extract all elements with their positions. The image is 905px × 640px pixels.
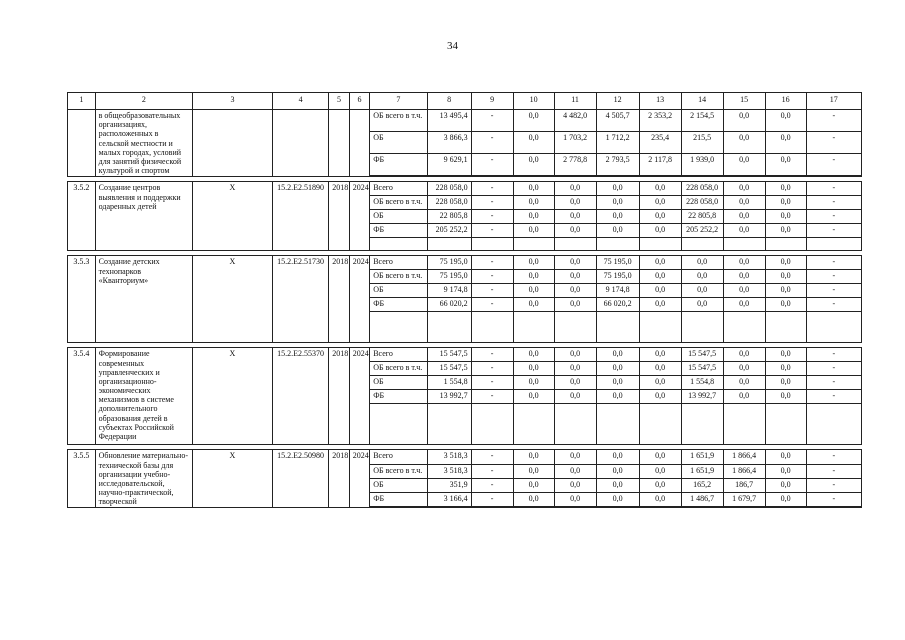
amount-cell: - <box>806 362 861 376</box>
amount-cell: 15 547,5 <box>681 348 723 362</box>
amount-cell: 0,0 <box>765 390 806 404</box>
column-header: 17 <box>806 93 861 110</box>
column-header: 1 <box>68 93 96 110</box>
budget-code: 15.2.Е2.50980 <box>272 450 328 508</box>
amount-cell: 0,0 <box>639 464 681 478</box>
end-year: 2024 <box>349 450 369 508</box>
amount-cell: 0,0 <box>723 182 765 196</box>
amount-cell: - <box>471 362 513 376</box>
amount-cell: 235,4 <box>639 131 681 153</box>
amount-cell: 0,0 <box>765 196 806 210</box>
amount-cell: - <box>806 153 861 175</box>
amount-cell: 9 174,8 <box>427 284 471 298</box>
amount-cell: 3 866,3 <box>427 131 471 153</box>
amount-cell: 0,0 <box>723 224 765 238</box>
amount-cell: 9 629,1 <box>427 153 471 175</box>
amount-cell: 0,0 <box>765 450 806 464</box>
amount-cell: 15 547,5 <box>427 362 471 376</box>
funding-source: Всего <box>370 450 427 464</box>
column-header: 10 <box>513 93 554 110</box>
amount-cell: - <box>471 153 513 175</box>
amount-cell: 0,0 <box>513 131 554 153</box>
amount-cell: 0,0 <box>639 284 681 298</box>
page-number: 34 <box>447 40 458 52</box>
amount-cell: 351,9 <box>427 478 471 492</box>
item-code: 3.5.5 <box>68 450 96 508</box>
amount-cell: 15 547,5 <box>681 362 723 376</box>
amount-cell: 0,0 <box>765 153 806 175</box>
amount-cell: - <box>471 464 513 478</box>
amount-cell: 0,0 <box>596 196 639 210</box>
amount-cell: 205 252,2 <box>427 224 471 238</box>
start-year: 2018 <box>329 348 349 445</box>
funding-source: ОБ <box>370 376 427 390</box>
amount-cell: 0,0 <box>513 270 554 284</box>
item-marker: Х <box>192 348 272 445</box>
amount-cell: 0,0 <box>639 390 681 404</box>
amount-cell: 0,0 <box>513 210 554 224</box>
item-name: Создание центров выявления и поддержки одаренных детей <box>95 182 192 251</box>
amount-cell: 0,0 <box>596 450 639 464</box>
amount-cell: 0,0 <box>723 376 765 390</box>
amount-cell: 75 195,0 <box>596 270 639 284</box>
amount-cell: 0,0 <box>765 210 806 224</box>
amount-cell: 4 505,7 <box>596 110 639 132</box>
amount-cell: - <box>806 256 861 270</box>
table-row <box>68 450 862 464</box>
amount-cell: 0,0 <box>765 110 806 132</box>
amount-cell: 0,0 <box>723 348 765 362</box>
amount-cell: - <box>471 284 513 298</box>
funding-source: ОБ всего в т.ч. <box>370 270 427 284</box>
amount-cell: 22 805,8 <box>427 210 471 224</box>
budget-code: 15.2.Е2.51890 <box>272 182 328 251</box>
amount-cell: 0,0 <box>765 224 806 238</box>
funding-source: ФБ <box>370 298 427 312</box>
end-year: 2024 <box>349 256 369 343</box>
amount-cell: 0,0 <box>554 376 596 390</box>
end-year: 2024 <box>349 182 369 251</box>
item-code <box>68 110 96 177</box>
amount-cell: 75 195,0 <box>427 270 471 284</box>
amount-cell: 0,0 <box>513 390 554 404</box>
amount-cell: 0,0 <box>513 362 554 376</box>
amount-cell: 0,0 <box>765 270 806 284</box>
amount-cell: 2 778,8 <box>554 153 596 175</box>
amount-cell: 0,0 <box>639 270 681 284</box>
amount-cell: 1 679,7 <box>723 493 765 507</box>
amount-cell: 0,0 <box>554 464 596 478</box>
amount-cell: - <box>806 450 861 464</box>
amount-cell: - <box>471 376 513 390</box>
funding-source: ОБ всего в т.ч. <box>370 464 427 478</box>
amount-cell: 13 992,7 <box>681 390 723 404</box>
amount-cell: - <box>806 298 861 312</box>
amount-cell: 0,0 <box>554 182 596 196</box>
amount-cell: 0,0 <box>639 493 681 507</box>
amount-cell: 0,0 <box>513 182 554 196</box>
amount-cell: 186,7 <box>723 478 765 492</box>
amount-cell: 0,0 <box>554 256 596 270</box>
amount-cell: 0,0 <box>513 110 554 132</box>
amount-cell: 205 252,2 <box>681 224 723 238</box>
amount-cell: 0,0 <box>639 362 681 376</box>
amount-cell: 15 547,5 <box>427 348 471 362</box>
table-row <box>68 182 862 196</box>
end-year: 2024 <box>349 348 369 445</box>
amount-cell: 0,0 <box>765 493 806 507</box>
amount-cell: 215,5 <box>681 131 723 153</box>
amount-cell: 0,0 <box>513 284 554 298</box>
funding-source: Всего <box>370 348 427 362</box>
funding-source: Всего <box>370 256 427 270</box>
amount-cell: 3 166,4 <box>427 493 471 507</box>
amount-cell: - <box>471 348 513 362</box>
funding-source: ОБ <box>370 478 427 492</box>
budget-code: 15.2.Е2.55370 <box>272 348 328 445</box>
amount-cell: 228 058,0 <box>681 196 723 210</box>
amount-cell: 0,0 <box>513 298 554 312</box>
amount-cell: 1 651,9 <box>681 464 723 478</box>
funding-source: ОБ <box>370 210 427 224</box>
amount-cell: - <box>471 256 513 270</box>
amount-cell: 0,0 <box>513 348 554 362</box>
amount-cell: 165,2 <box>681 478 723 492</box>
amount-cell: 0,0 <box>596 210 639 224</box>
budget-table <box>67 92 862 508</box>
amount-cell: 2 117,8 <box>639 153 681 175</box>
amount-cell: 0,0 <box>765 284 806 298</box>
amount-cell: 1 651,9 <box>681 450 723 464</box>
amount-cell: - <box>471 270 513 284</box>
column-header: 16 <box>765 93 806 110</box>
funding-source: ОБ <box>370 131 427 153</box>
column-header: 13 <box>639 93 681 110</box>
funding-source: ОБ <box>370 284 427 298</box>
column-header: 12 <box>596 93 639 110</box>
item-name: Формирование современных управленческих и организационно-экономических механизмов в системе дополнительного образования детей в субъектах Российской Федерации <box>95 348 192 445</box>
amount-cell: - <box>471 182 513 196</box>
amount-cell: - <box>806 196 861 210</box>
amount-cell: - <box>806 284 861 298</box>
amount-cell: 0,0 <box>639 450 681 464</box>
amount-cell: 75 195,0 <box>427 256 471 270</box>
amount-cell: 0,0 <box>765 464 806 478</box>
item-marker: Х <box>192 182 272 251</box>
amount-cell: 4 482,0 <box>554 110 596 132</box>
item-name: Обновление материально-технической базы для организации учебно-исследовательской, научно-практической, творческой <box>95 450 192 508</box>
amount-cell: - <box>806 270 861 284</box>
amount-cell: 0,0 <box>723 270 765 284</box>
table-row <box>68 110 862 132</box>
amount-cell: 0,0 <box>596 376 639 390</box>
amount-cell: - <box>806 493 861 507</box>
amount-cell: 0,0 <box>554 224 596 238</box>
amount-cell: 228 058,0 <box>681 182 723 196</box>
amount-cell: 0,0 <box>765 298 806 312</box>
amount-cell: - <box>471 196 513 210</box>
amount-cell: 0,0 <box>554 196 596 210</box>
end-year <box>349 110 369 177</box>
amount-cell: 0,0 <box>639 348 681 362</box>
amount-cell: 0,0 <box>639 224 681 238</box>
table-row <box>68 348 862 362</box>
amount-cell: 3 518,3 <box>427 450 471 464</box>
funding-source: ФБ <box>370 493 427 507</box>
amount-cell: 1 554,8 <box>681 376 723 390</box>
amount-cell: 0,0 <box>639 196 681 210</box>
amount-cell: 0,0 <box>639 210 681 224</box>
amount-cell: - <box>471 450 513 464</box>
amount-cell: 0,0 <box>596 362 639 376</box>
amount-cell: 0,0 <box>554 284 596 298</box>
funding-source: ФБ <box>370 390 427 404</box>
start-year: 2018 <box>329 182 349 251</box>
amount-cell: 0,0 <box>723 131 765 153</box>
column-header: 8 <box>427 93 471 110</box>
amount-cell: 0,0 <box>513 464 554 478</box>
amount-cell: 0,0 <box>513 478 554 492</box>
funding-source: ОБ всего в т.ч. <box>370 110 427 132</box>
table-row <box>68 256 862 270</box>
item-name: Создание детских технопарков «Кванториум» <box>95 256 192 343</box>
amount-cell: 0,0 <box>596 390 639 404</box>
amount-cell: - <box>806 131 861 153</box>
amount-cell: 0,0 <box>596 464 639 478</box>
amount-cell: 0,0 <box>723 390 765 404</box>
amount-cell: 228 058,0 <box>427 196 471 210</box>
amount-cell: 0,0 <box>723 298 765 312</box>
item-marker: Х <box>192 450 272 508</box>
amount-cell: 0,0 <box>554 270 596 284</box>
start-year: 2018 <box>329 256 349 343</box>
amount-cell: 1 866,4 <box>723 450 765 464</box>
amount-cell: 0,0 <box>681 284 723 298</box>
amount-cell: - <box>806 464 861 478</box>
column-header: 3 <box>192 93 272 110</box>
amount-cell: 1 554,8 <box>427 376 471 390</box>
amount-cell: 66 020,2 <box>596 298 639 312</box>
amount-cell: - <box>471 210 513 224</box>
amount-cell: 0,0 <box>765 131 806 153</box>
start-year: 2018 <box>329 450 349 508</box>
amount-cell: 0,0 <box>723 196 765 210</box>
column-header: 7 <box>370 93 427 110</box>
amount-cell: 2 793,5 <box>596 153 639 175</box>
amount-cell: 22 805,8 <box>681 210 723 224</box>
amount-cell: 0,0 <box>513 196 554 210</box>
amount-cell: 0,0 <box>765 348 806 362</box>
amount-cell: 0,0 <box>723 362 765 376</box>
amount-cell: 0,0 <box>639 478 681 492</box>
amount-cell: - <box>806 224 861 238</box>
amount-cell: 0,0 <box>513 450 554 464</box>
item-marker: Х <box>192 256 272 343</box>
amount-cell: 13 992,7 <box>427 390 471 404</box>
amount-cell: 0,0 <box>723 284 765 298</box>
amount-cell: 0,0 <box>596 224 639 238</box>
amount-cell: 75 195,0 <box>596 256 639 270</box>
amount-cell: 1 486,7 <box>681 493 723 507</box>
amount-cell: 0,0 <box>554 390 596 404</box>
amount-cell: 0,0 <box>765 362 806 376</box>
amount-cell: 0,0 <box>765 256 806 270</box>
amount-cell: 1 866,4 <box>723 464 765 478</box>
amount-cell: 0,0 <box>723 256 765 270</box>
amount-cell: 0,0 <box>596 493 639 507</box>
amount-cell: - <box>471 110 513 132</box>
column-header: 15 <box>723 93 765 110</box>
amount-cell: 0,0 <box>554 450 596 464</box>
column-header: 2 <box>95 93 192 110</box>
amount-cell: 0,0 <box>596 478 639 492</box>
amount-cell: 1 712,2 <box>596 131 639 153</box>
amount-cell: 228 058,0 <box>427 182 471 196</box>
amount-cell: 0,0 <box>639 182 681 196</box>
column-header: 9 <box>471 93 513 110</box>
amount-cell: 0,0 <box>513 376 554 390</box>
table-header-row <box>68 93 862 110</box>
funding-source: ФБ <box>370 153 427 175</box>
column-header: 5 <box>329 93 349 110</box>
item-marker <box>192 110 272 177</box>
amount-cell: 2 353,2 <box>639 110 681 132</box>
amount-cell: 0,0 <box>513 493 554 507</box>
funding-source: ФБ <box>370 224 427 238</box>
amount-cell: 13 495,4 <box>427 110 471 132</box>
amount-cell: - <box>471 224 513 238</box>
amount-cell: - <box>471 493 513 507</box>
amount-cell: - <box>806 376 861 390</box>
amount-cell: 0,0 <box>596 348 639 362</box>
amount-cell: 0,0 <box>513 153 554 175</box>
amount-cell: - <box>806 182 861 196</box>
amount-cell: - <box>806 390 861 404</box>
item-code: 3.5.4 <box>68 348 96 445</box>
amount-cell: 0,0 <box>681 256 723 270</box>
amount-cell: 66 020,2 <box>427 298 471 312</box>
amount-cell: 2 154,5 <box>681 110 723 132</box>
amount-cell: 0,0 <box>681 298 723 312</box>
item-code: 3.5.3 <box>68 256 96 343</box>
amount-cell: - <box>471 390 513 404</box>
amount-cell: 0,0 <box>513 256 554 270</box>
amount-cell: 0,0 <box>723 110 765 132</box>
item-name: в общеобразовательных организациях, расположенных в сельской местности и малых городах, условий для занятий физической культурой и спортом <box>95 110 192 177</box>
amount-cell: 0,0 <box>513 224 554 238</box>
amount-cell: - <box>806 478 861 492</box>
amount-cell: 1 939,0 <box>681 153 723 175</box>
amount-cell: 0,0 <box>554 362 596 376</box>
amount-cell: - <box>806 348 861 362</box>
funding-source: ОБ всего в т.ч. <box>370 362 427 376</box>
table-body <box>68 93 862 508</box>
amount-cell: 0,0 <box>554 298 596 312</box>
amount-cell: 0,0 <box>639 298 681 312</box>
amount-cell: 9 174,8 <box>596 284 639 298</box>
column-header: 14 <box>681 93 723 110</box>
amount-cell: 0,0 <box>554 210 596 224</box>
column-header: 6 <box>349 93 369 110</box>
amount-cell: 1 703,2 <box>554 131 596 153</box>
amount-cell: 0,0 <box>639 256 681 270</box>
amount-cell: 0,0 <box>554 493 596 507</box>
amount-cell: - <box>471 131 513 153</box>
amount-cell: 0,0 <box>723 153 765 175</box>
amount-cell: 0,0 <box>765 376 806 390</box>
amount-cell: 0,0 <box>639 376 681 390</box>
item-code: 3.5.2 <box>68 182 96 251</box>
amount-cell: 3 518,3 <box>427 464 471 478</box>
funding-source: Всего <box>370 182 427 196</box>
amount-cell: 0,0 <box>596 182 639 196</box>
column-header: 4 <box>272 93 328 110</box>
amount-cell: 0,0 <box>723 210 765 224</box>
amount-cell: 0,0 <box>681 270 723 284</box>
amount-cell: 0,0 <box>765 478 806 492</box>
budget-code: 15.2.Е2.51730 <box>272 256 328 343</box>
amount-cell: - <box>471 478 513 492</box>
amount-cell: - <box>471 298 513 312</box>
amount-cell: - <box>806 210 861 224</box>
amount-cell: 0,0 <box>554 348 596 362</box>
amount-cell: 0,0 <box>554 478 596 492</box>
column-header: 11 <box>554 93 596 110</box>
budget-code <box>272 110 328 177</box>
amount-cell: - <box>806 110 861 132</box>
funding-source: ОБ всего в т.ч. <box>370 196 427 210</box>
amount-cell: 0,0 <box>765 182 806 196</box>
start-year <box>329 110 349 177</box>
